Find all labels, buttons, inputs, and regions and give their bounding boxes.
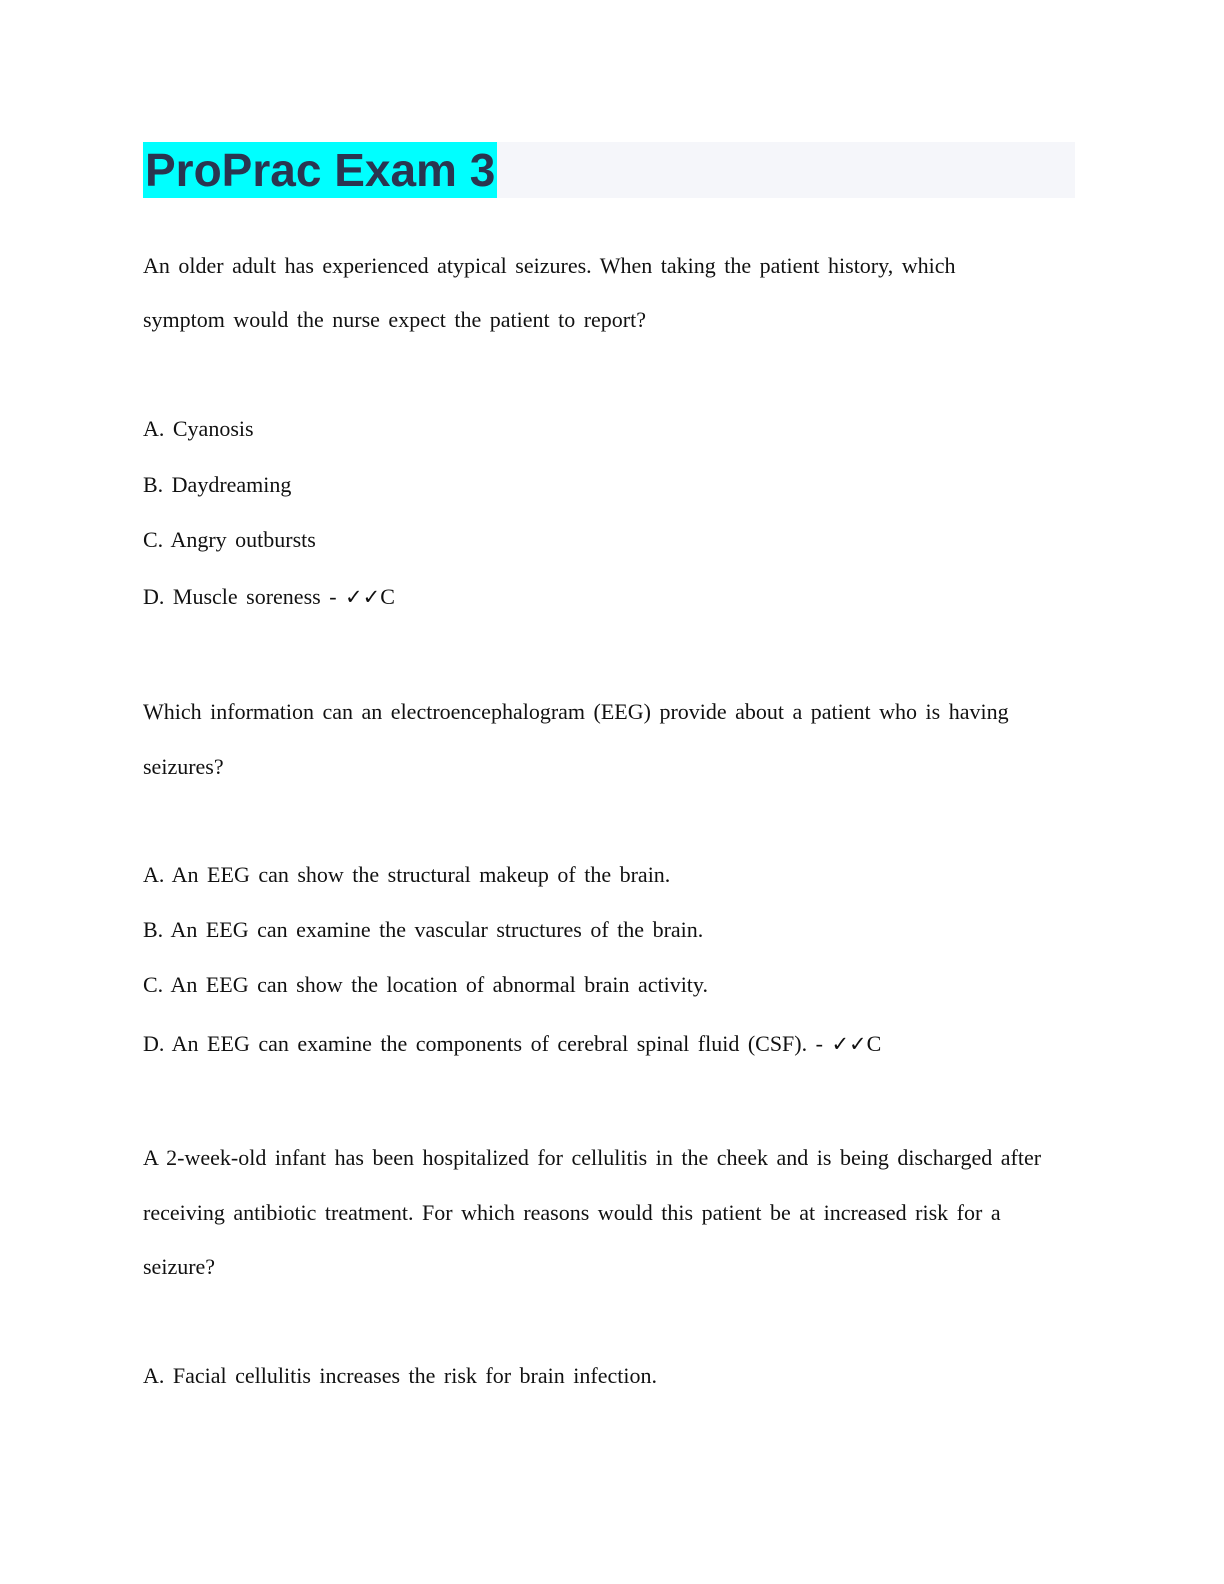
question-1-option-a: A. Cyanosis: [143, 416, 254, 441]
question-3-line-1: A 2-week-old infant has been hospitalized for cellulitis in the cheek and is being discharged after: [143, 1145, 1042, 1170]
question-3-option-a: A. Facial cellulitis increases the risk for brain infection.: [143, 1363, 657, 1388]
question-2-option-d: [143, 1031, 881, 1057]
question-1-answer-letter: C: [380, 584, 395, 609]
question-3-line-3: seizure?: [143, 1254, 216, 1279]
question-2-line-2: seizures?: [143, 754, 224, 779]
question-2-answer-letter: C: [866, 1031, 882, 1056]
question-2-option-d-text: D. An EEG can examine the components of cerebral spinal fluid (CSF). -: [143, 1031, 832, 1056]
check-mark-icon: ✓✓: [345, 585, 381, 609]
page-title: ProPrac Exam 3: [145, 144, 496, 196]
question-3-line-2: receiving antibiotic treatment. For which reasons would this patient be at increased risk for a: [143, 1200, 1001, 1225]
question-2-option-b: B. An EEG can examine the vascular structures of the brain.: [143, 917, 704, 942]
title-banner: [143, 142, 1075, 198]
question-1-option-d-text: D. Muscle soreness -: [143, 584, 346, 609]
question-2-line-1: Which information can an electroencephalogram (EEG) provide about a patient who is having: [143, 699, 1009, 724]
question-1-option-b: B. Daydreaming: [143, 472, 292, 497]
question-1-option-d: [143, 584, 395, 610]
question-2-option-a: A. An EEG can show the structural makeup of the brain.: [143, 862, 671, 887]
question-1-line-2: symptom would the nurse expect the patient to report?: [143, 307, 646, 332]
check-mark-icon: ✓✓: [831, 1032, 867, 1056]
question-1-line-1: An older adult has experienced atypical seizures. When taking the patient history, which: [143, 253, 956, 278]
question-1-option-c: C. Angry outbursts: [143, 527, 316, 552]
question-2-option-c: C. An EEG can show the location of abnormal brain activity.: [143, 972, 708, 997]
